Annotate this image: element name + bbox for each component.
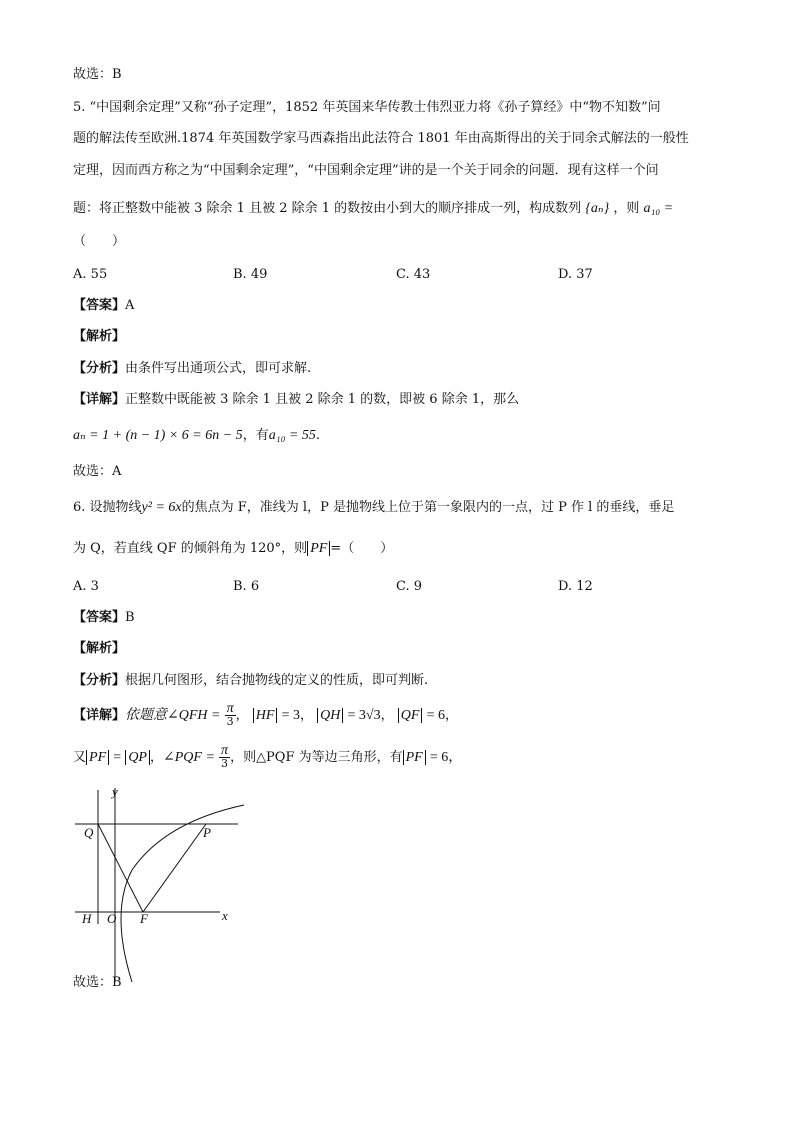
label-x: x bbox=[222, 908, 228, 923]
q5-option-d: D. 37 bbox=[558, 267, 593, 282]
q6-option-d: D. 12 bbox=[558, 579, 593, 594]
label-p: P bbox=[203, 825, 211, 840]
q6-equilateral: 又 PF = QP ，∠PQF = $\frac{\pi}{3}$ ，则△PQF 为等边三角形，有 PF = 6， bbox=[73, 743, 463, 770]
q5-sequence: {aₙ} bbox=[585, 201, 610, 216]
q5-stem-text: 题：将正整数中能被 3 除余 1 且被 2 除余 1 的数按由小到大的顺序排成一列，构成数列 bbox=[73, 201, 582, 216]
q5-fenxi: 【分析】由条件写出通项公式，即可求解. bbox=[73, 361, 312, 376]
previous-choice: 故选：B bbox=[73, 67, 122, 82]
q5-option-c: C. 43 bbox=[396, 267, 431, 282]
q6-xiangjie: 【详解】依题意∠QFH = $\frac{\pi}{3}$ ， HF = 3， QH = 3√3， QF = 6， bbox=[73, 701, 459, 728]
q6-fenxi: 【分析】根据几何图形，结合抛物线的定义的性质，即可判断. bbox=[73, 673, 429, 688]
q5-paren: （ ） bbox=[73, 234, 126, 249]
q5-then: ，则 bbox=[613, 201, 640, 216]
parabola-figure bbox=[70, 782, 250, 987]
q5-stem-line3: 定理，因而西方称之为“中国剩余定理”，“中国剩余定理”讲的是一个关于同余的问题．现有这样一个问 bbox=[73, 163, 659, 178]
q6-option-c: C. 9 bbox=[396, 579, 423, 594]
q6-analysis-heading: 【解析】 bbox=[73, 641, 126, 656]
q5-xiangjie: 【详解】正整数中既能被 3 除余 1 且被 2 除余 1 的数，即被 6 除余 1，那么 bbox=[73, 392, 520, 407]
label-q: Q bbox=[84, 825, 94, 840]
q6-option-b: B. 6 bbox=[233, 579, 260, 594]
q5-formula: aₙ = 1 + (n − 1) × 6 = 6n − 5，有a₁₀ = 55. bbox=[73, 428, 321, 443]
q6-frac-pi-3: $\frac{\pi}{3}$ bbox=[226, 701, 234, 728]
q6-choice: 故选：B bbox=[73, 975, 122, 990]
label-y: y bbox=[112, 784, 118, 799]
q5-answer: 【答案】A bbox=[73, 298, 135, 313]
q6-frac-pi-3b: $\frac{\pi}{3}$ bbox=[221, 743, 229, 770]
segment-qf bbox=[98, 824, 143, 912]
q5-choice: 故选：A bbox=[73, 464, 122, 479]
label-o: O bbox=[107, 911, 117, 926]
q5-option-b: B. 49 bbox=[233, 267, 268, 282]
parabola-curve bbox=[121, 805, 244, 982]
q5-stem-line4 bbox=[73, 200, 673, 218]
label-f: F bbox=[140, 911, 148, 926]
q5-stem-line1: 5. “中国剩余定理”又称“孙子定理”，1852 年英国来华传教士伟烈亚力将《孙子算经》中“物不知数”问 bbox=[73, 100, 661, 115]
q5-option-a: A. 55 bbox=[73, 267, 108, 282]
segment-pf bbox=[143, 824, 206, 912]
q6-answer: 【答案】B bbox=[73, 610, 135, 625]
q6-stem-line1: 6. 设抛物线y² = 6x的焦点为 F，准线为 l，P 是抛物线上位于第一象限内的一点，过 P 作 l 的垂线，垂足 bbox=[73, 500, 675, 515]
q5-stem-line2: 题的解法传至欧洲.1874 年英国数学家马西森指出此法符合 1801 年由高斯得出的关于同余式解法的一般性 bbox=[73, 131, 689, 146]
q6-stem-line2: 为 Q，若直线 QF 的倾斜角为 120°，则 PF =（ ） bbox=[73, 541, 394, 556]
q6-option-a: A. 3 bbox=[73, 579, 99, 594]
q5-a10: a₁₀ = bbox=[643, 201, 674, 216]
q5-analysis-heading: 【解析】 bbox=[73, 329, 126, 344]
label-h: H bbox=[82, 911, 92, 926]
